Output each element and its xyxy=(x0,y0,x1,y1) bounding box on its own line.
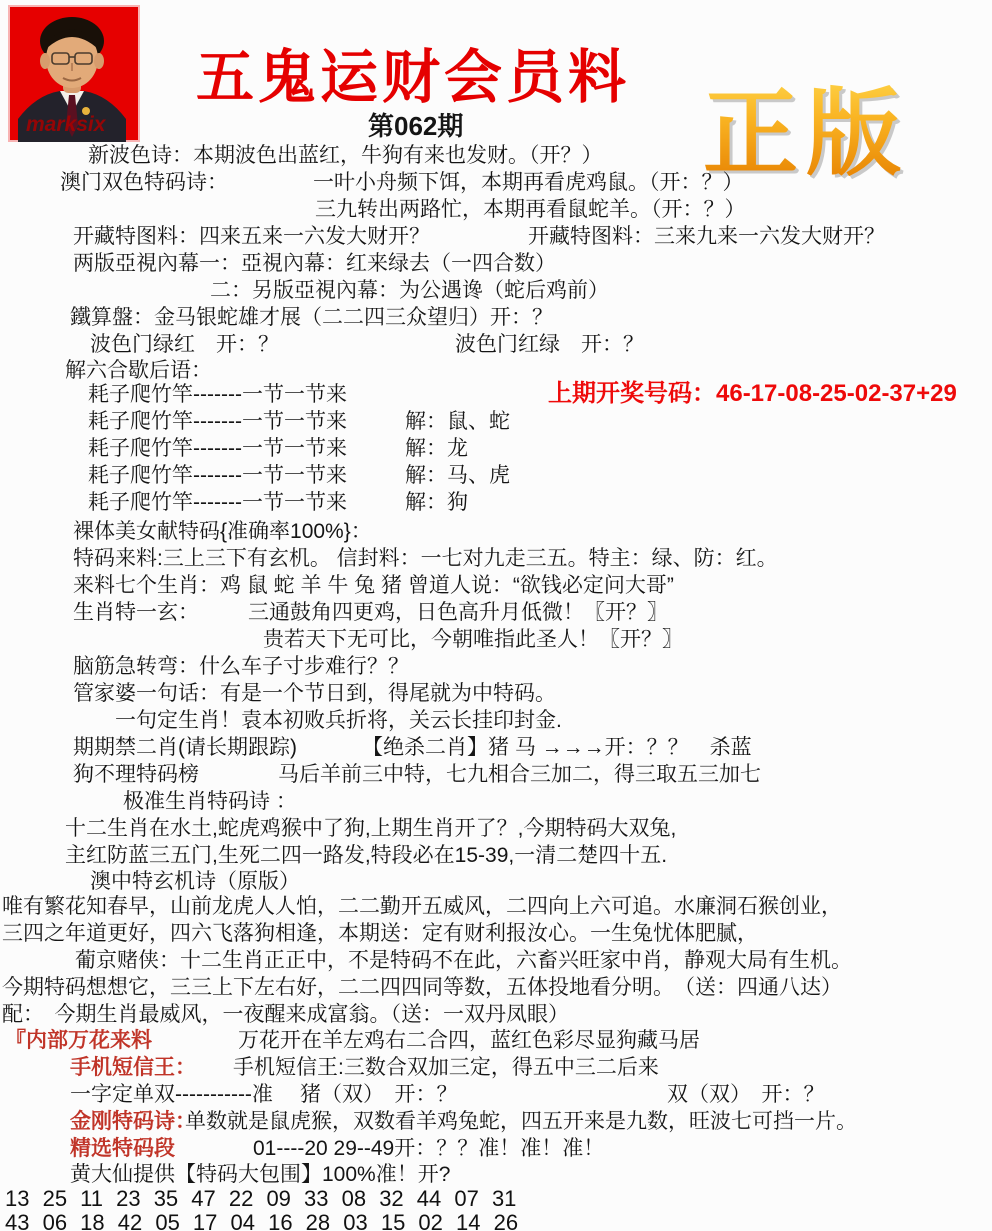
special-source: 特码来料:三上三下有玄机。 信封料：一七对九走三五。特主：绿、防：红。 xyxy=(73,547,778,570)
select-segment-text: 01----20 29--49开：？？准！准！准！ xyxy=(253,1137,605,1160)
housekeeper-words: 管家婆一句话：有是一个节日到，得尾就为中特码。 xyxy=(73,682,556,705)
label-jingang-poem: 金刚特码诗： xyxy=(70,1110,196,1133)
riddle-line: 耗子爬竹竿-------一节一节来 xyxy=(88,491,347,514)
macau-poem-label: 澳门双色特码诗： xyxy=(60,171,228,194)
single-double-pig: 猪（双） 开：？ xyxy=(300,1083,458,1106)
pujing-gambler: 葡京赌侠：十二生肖正正中，不是特码不在此，六畜兴旺家中肖，静观大局有生机。 xyxy=(75,949,852,972)
lottery-number-row-1: 13 25 11 23 35 47 22 09 33 08 32 44 07 31 xyxy=(5,1186,517,1211)
photo-watermark-text: marksix xyxy=(26,113,106,136)
single-double-line: 一字定单双-----------准 xyxy=(70,1083,273,1106)
wave-door-left: 波色门绿红 开：？ xyxy=(90,333,279,356)
edition-badge: 正版 xyxy=(703,58,909,194)
new-wave-poem: 新波色诗：本期波色出蓝红，牛狗有来也发财。（开？） xyxy=(88,144,603,167)
seven-zodiac: 来料七个生肖：鸡 鼠 蛇 羊 牛 兔 猪 曾道人说：“欲钱必定问大哥” xyxy=(73,574,674,597)
riddle-answer: 解：鼠、蛇 xyxy=(405,410,510,433)
prev-draw-result: 上期开奖号码：46-17-08-25-02-37+29 xyxy=(548,380,957,407)
hidden-chart-left: 开藏特图料：四来五来一六发大财开？ xyxy=(73,225,430,248)
jingang-poem-text: 单数就是鼠虎猴，双数看羊鸡兔蛇，四五开来是九数，旺波七可挡一片。 xyxy=(185,1110,857,1133)
page-title: 五鬼运财会员料 xyxy=(196,45,631,110)
riddle-line: 耗子爬竹竿-------一节一节来 xyxy=(88,464,347,487)
label-internal-wanhua: 『内部万花来料 xyxy=(5,1029,152,1052)
match-line: 配： 今期生肖最威风，一夜醒来成富翁。（送：一双丹凤眼） xyxy=(2,1003,569,1026)
label-sms-king: 手机短信王： xyxy=(70,1056,196,1079)
riddle-section-title: 解六合歇后语： xyxy=(65,359,212,382)
zodiac-mystery-label: 生肖特一玄： xyxy=(73,601,199,624)
iron-abacus: 鐵算盤：金马银蛇雄才展（二二四三众望归）开：？ xyxy=(70,306,553,329)
pujing-line2: 今期特码想想它，三三上下左右好，二二四四同等数，五体投地看分明。 （送：四通八达） xyxy=(2,976,842,999)
riddle-line: 耗子爬竹竿-------一节一节来 xyxy=(88,383,347,406)
sms-king-text: 手机短信王:三数合双加三定，得五中三二后来 xyxy=(233,1056,659,1079)
one-sentence-zodiac: 一句定生肖！袁本初败兵折将，关云长挂印封金. xyxy=(115,709,562,732)
riddle-answer: 解：马、虎 xyxy=(405,464,510,487)
atv-insider-2: 二：另版亞視內幕：为公遇谗（蛇后鸡前） xyxy=(210,279,609,302)
atv-insider-1: 两版亞視內幕一：亞視內幕：红来绿去（一四合数） xyxy=(73,252,556,275)
aozhong-poem-line2: 三四之年道更好，四六飞落狗相逢，本期送：定有财利报汝心。一生兔忧体肥腻， xyxy=(2,922,758,945)
riddle-answer: 解：龙 xyxy=(405,437,468,460)
forbidden-two-zodiac: 期期禁二肖(请长期跟踪) xyxy=(73,736,297,759)
lottery-number-row-2: 43 06 18 42 05 17 04 16 28 03 15 02 14 26 xyxy=(5,1210,519,1231)
accurate-poem-title: 极准生肖特码诗 ： xyxy=(123,790,297,813)
single-double-double: 双（双） 开：？ xyxy=(667,1083,825,1106)
aozhong-poem-title: 澳中特玄机诗（原版） xyxy=(90,870,300,893)
aozhong-poem-line1: 唯有繁花知春早，山前龙虎人人怕，二二勤开五威风，二四向上六可追。水廉洞石猴创业， xyxy=(2,895,842,918)
label-select-segment: 精选特码段 xyxy=(70,1137,175,1160)
wave-door-right: 波色门红绿 开：？ xyxy=(455,333,644,356)
zodiac-mystery-line1: 三通鼓角四更鸡，日色高升月低微！〖开？〗 xyxy=(248,601,668,624)
riddle-line: 耗子爬竹竿-------一节一节来 xyxy=(88,410,347,433)
macau-poem-line1: 一叶小舟频下饵，本期再看虎鸡鼠。（开：？） xyxy=(313,171,744,194)
portrait-photo-graphic xyxy=(8,5,140,142)
accurate-poem-line1: 十二生肖在水土,蛇虎鸡猴中了狗,上期生肖开了？,今期特码大双兔, xyxy=(65,817,677,840)
riddle-line: 耗子爬竹竿-------一节一节来 xyxy=(88,437,347,460)
portrait-photo xyxy=(8,5,140,142)
wanhua-text: 万花开在羊左鸡右二合四，蓝红色彩尽显狗藏马居 xyxy=(238,1029,700,1052)
macau-poem-line2: 三九转出两路忙，本期再看鼠蛇羊。（开：？） xyxy=(315,198,746,221)
brain-teaser: 脑筋急转弯：什么车子寸步难行？？ xyxy=(73,655,409,678)
riddle-answer: 解：狗 xyxy=(405,491,468,514)
goubuli-board: 狗不理特码榜 xyxy=(73,763,199,786)
accurate-poem-line2: 主红防蓝三五门,生死二四一路发,特段必在15-39,一清二楚四十五. xyxy=(65,844,668,867)
goubuli-text: 马后羊前三中特，七九相合三加二，得三取五三加七 xyxy=(278,763,761,786)
huangdaxian-line: 黄大仙提供【特码大包围】100%准！开? xyxy=(70,1163,451,1186)
zodiac-mystery-line2: 贵若天下无可比，今朝唯指此圣人！〖开？〗 xyxy=(263,628,683,651)
kill-two-zodiac: 【绝杀二肖】猪 马 →→→开：？？ 杀蓝 xyxy=(362,736,752,759)
beauty-special: 裸体美女献特码{准确率100%}： xyxy=(73,520,372,543)
hidden-chart-right: 开藏特图料：三来九来一六发大财开？ xyxy=(528,225,885,248)
issue-number: 第062期 xyxy=(368,111,464,141)
